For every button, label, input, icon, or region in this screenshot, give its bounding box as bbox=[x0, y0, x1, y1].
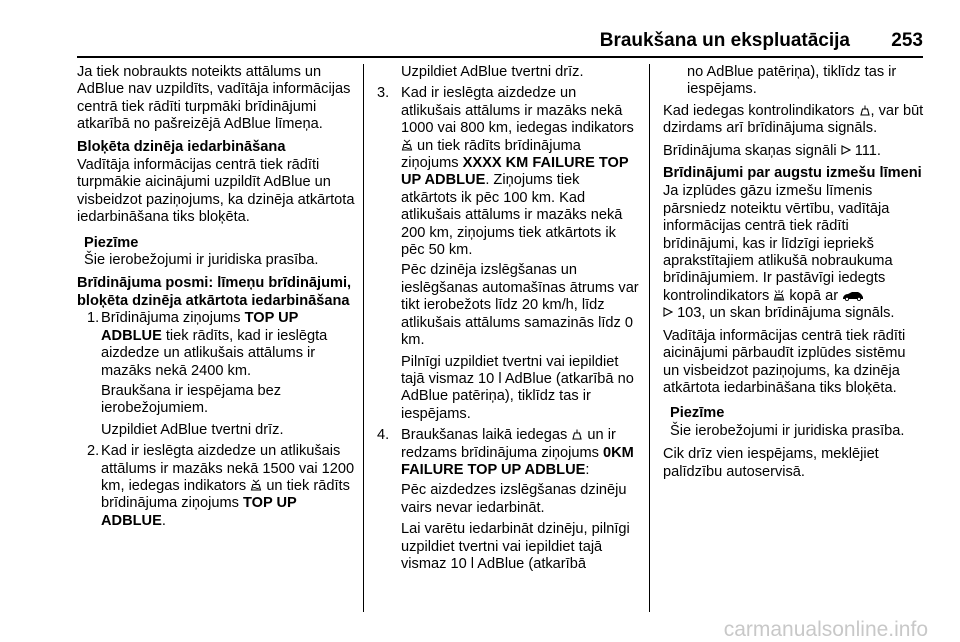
list-text: Kad ir ieslēgta aizdedze un atlikušais attālums ir mazāks nekā 1500 vai 1200 km, iedegas indikators bbox=[101, 443, 355, 494]
subheading: Brīdinājumi par augstu izmešu līmeni bbox=[663, 165, 922, 182]
list-text: . bbox=[161, 512, 166, 529]
page-header bbox=[0, 0, 960, 58]
paragraph-text: Kad iedegas kontrolindikators bbox=[663, 102, 859, 119]
list-text: un ir redzams brīdinājuma ziņojums bbox=[401, 427, 616, 461]
paragraph-text: , var būt dzirdams arī brīdinājuma signāls. bbox=[663, 102, 924, 137]
paragraph: Vadītāja informācijas centrā tiek rādīti turpmākie aicinājumi uzpildīt AdBlue un visbeidzot paziņojums, ka dzinēja atkārtota iedarbināšana tiks bloķēta. bbox=[77, 157, 355, 226]
list-number: 1. bbox=[87, 310, 100, 327]
page-number: 253 bbox=[891, 30, 923, 51]
list-text: Brīdinājuma ziņojums bbox=[101, 310, 245, 327]
note-text: Šie ierobežojumi ir juridiska prasība. bbox=[670, 422, 905, 439]
message-text: XXXX KM FAILURE TOP UP ADBLUE bbox=[401, 155, 629, 189]
paragraph bbox=[663, 183, 925, 322]
list-number: 2. bbox=[87, 443, 100, 460]
paragraph: Vadītāja informācijas centrā tiek rādīti aicinājumi pārbaudīt izplūdes sistēmu un visbeidzot paziņojums, ka dzinēja atkārtota iedarbināšana tiks bloķēta. bbox=[663, 327, 906, 396]
list-item bbox=[377, 85, 639, 259]
list-item bbox=[77, 310, 355, 380]
list-text: un tiek rādīts brīdinājuma ziņojums bbox=[401, 137, 581, 172]
page-reference[interactable]: 111 bbox=[854, 142, 877, 159]
column-1 bbox=[77, 64, 355, 533]
paragraph: Cik drīz vien iespējams, meklējiet palīdzību autoservisā. bbox=[663, 446, 879, 480]
paragraph bbox=[663, 103, 925, 138]
subheading: Bloķēta dzinēja iedarbināšana bbox=[77, 138, 286, 155]
message-text: TOP UP ADBLUE bbox=[101, 310, 299, 344]
column-divider bbox=[649, 64, 650, 612]
paragraph: Pēc aizdedzes izslēgšanas dzinēju vairs nevar iedarbināt. bbox=[401, 482, 627, 516]
list-number: 4. bbox=[377, 427, 390, 444]
paragraph-text: Ja izplūdes gāzu izmešu līmenis pārsniedz noteiktu vērtību, vadītāja informācijas centrā tiek rādīti brīdinājumi, kas ir līdzīgi iepriekš aprakstītajiem atlikušā nobraukuma brīdinājumiem. Ir pastāvīgi iedegts kontrolindikators bbox=[663, 183, 893, 304]
list-item bbox=[77, 443, 355, 530]
adblue-warning-icon bbox=[401, 139, 413, 151]
paragraph-text: kopā ar bbox=[785, 287, 843, 304]
note-title: Piezīme bbox=[670, 405, 725, 422]
note-title: Piezīme bbox=[84, 234, 139, 251]
column-3 bbox=[663, 64, 925, 486]
list-text: Braukšanas laikā iedegas bbox=[401, 427, 572, 444]
list-text: . Ziņojums tiek atkārtots ik pēc 100 km. Kad atlikušais attālums ir mazāks nekā 200 km, ziņojums tiek atkārtots ik pēc 50 km. bbox=[401, 172, 623, 259]
subheading: Brīdinājuma posmi: līmeņu brīdinājumi, bloķēta dzinēja atkārtota iedarbināšana bbox=[77, 275, 352, 309]
paragraph: Uzpildiet AdBlue tvertni drīz. bbox=[101, 421, 284, 438]
list-item bbox=[377, 427, 639, 479]
paragraph: Ja tiek nobraukts noteikts attālums un AdBlue nav uzpildīts, vadītāja informācijas centrā tiek rādīti turpmāki brīdinājumi atkarībā no pašreizējā AdBlue līmeņa. bbox=[77, 64, 351, 133]
note-box bbox=[663, 405, 925, 440]
paragraph-text: Brīdinājuma skaņas signāli bbox=[663, 142, 841, 159]
paragraph: Pilnīgi uzpildiet tvertni vai iepildiet tajā vismaz 10 l AdBlue (atkarībā no AdBlue patēriņa), tiklīdz tas ir iespējams. bbox=[401, 353, 634, 422]
column-2 bbox=[377, 64, 639, 577]
message-text: 0KM FAILURE TOP UP ADBLUE bbox=[401, 444, 634, 478]
watermark-text: carmanualsonline.info bbox=[723, 618, 928, 641]
paragraph: no AdBlue patēriņa), tiklīdz tas ir iespējams. bbox=[687, 64, 897, 98]
emission-warning-icon bbox=[773, 289, 785, 301]
message-text: TOP UP ADBLUE bbox=[101, 495, 297, 529]
paragraph-text: . bbox=[876, 142, 881, 159]
section-title: Braukšana un ekspluatācija bbox=[599, 30, 850, 51]
list-text: un tiek rādīts brīdinājuma ziņojums bbox=[101, 477, 350, 512]
page-reference[interactable]: 103 bbox=[677, 305, 702, 322]
adblue-warning-icon bbox=[250, 479, 262, 491]
header-rule bbox=[77, 56, 923, 58]
list-text: Kad ir ieslēgta aizdedze un atlikušais attālums ir mazāks nekā 1000 vai 800 km, iedegas indikators bbox=[401, 85, 634, 137]
paragraph-text: , un skan brīdinājuma signāls. bbox=[701, 305, 895, 322]
note-box bbox=[77, 235, 355, 270]
note-text: Šie ierobežojumi ir juridiska prasība. bbox=[84, 252, 319, 269]
paragraph: Lai varētu iedarbināt dzinēju, pilnīgi uzpildiet tvertni vai iepildiet tajā vismaz 10 l AdBlue (atkarībā bbox=[401, 521, 630, 572]
list-text: tiek rādīts, kad ir ieslēgta aizdedze un atlikušais attālums ir mazāks nekā 2400 km. bbox=[101, 327, 328, 379]
page-reference-icon bbox=[663, 307, 673, 317]
paragraph: Braukšana ir iespējama bez ierobežojumiem. bbox=[101, 382, 282, 417]
paragraph: Pēc dzinēja izslēgšanas un ieslēgšanas automašīnas ātrums var tikt ierobežots līdz 20 km/h, līdz atlikušais attālums samazinās līdz 0 km. bbox=[401, 262, 639, 349]
adblue-indicator-icon bbox=[859, 104, 871, 116]
adblue-indicator-icon bbox=[571, 428, 583, 440]
paragraph bbox=[663, 143, 925, 160]
service-car-icon bbox=[842, 289, 864, 301]
column-divider bbox=[363, 64, 364, 612]
list-number: 3. bbox=[377, 85, 390, 102]
list-text: : bbox=[585, 461, 590, 478]
paragraph: Uzpildiet AdBlue tvertni drīz. bbox=[401, 64, 584, 80]
page-reference-icon bbox=[841, 145, 851, 155]
